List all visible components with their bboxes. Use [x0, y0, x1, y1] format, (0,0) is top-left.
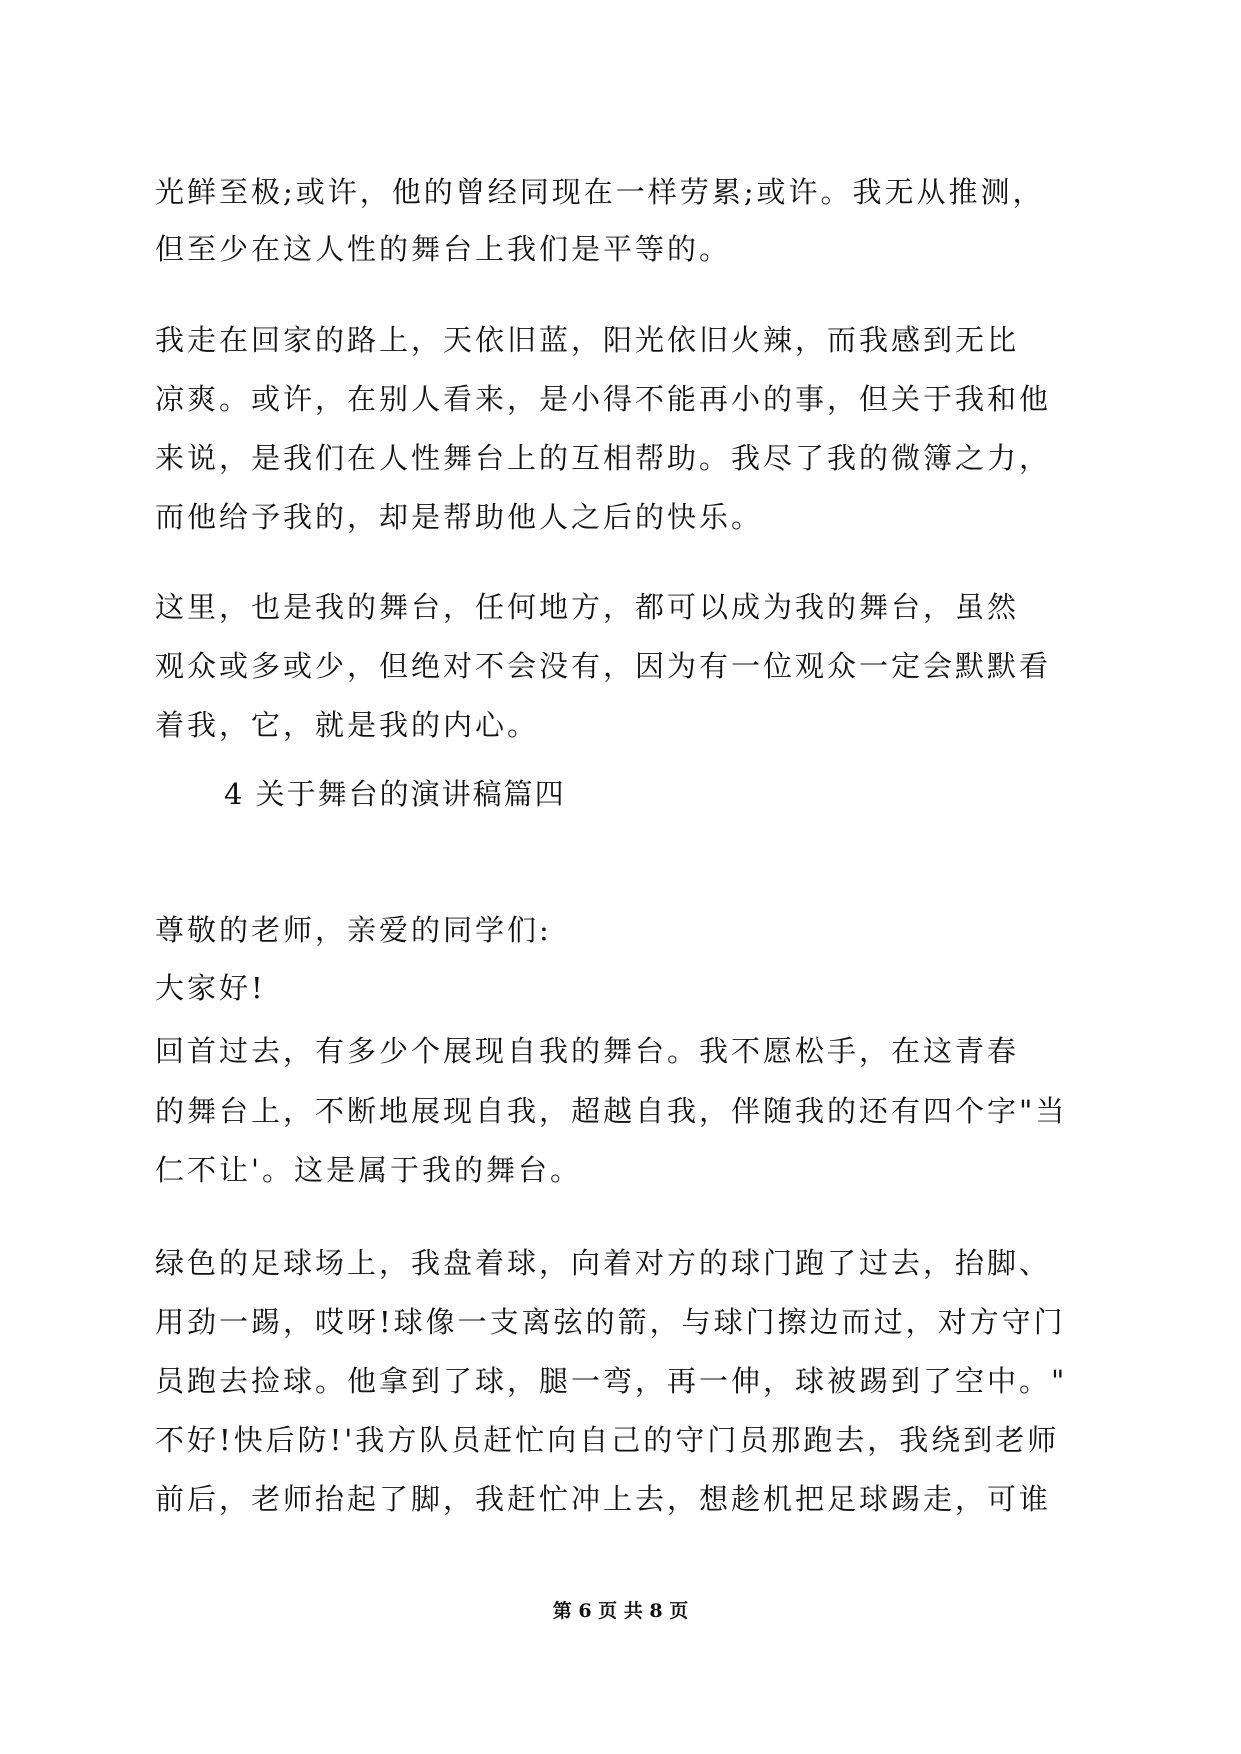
text-line: 的舞台上，不断地展现自我，超越自我，伴随我的还有四个字"当	[155, 1094, 1068, 1128]
text-line: 凉爽。或许，在别人看来，是小得不能再小的事，但关于我和他	[155, 382, 1052, 416]
text-line: 仁不让'。这是属于我的舞台。	[155, 1153, 582, 1187]
text-line: 绿色的足球场上，我盘着球，向着对方的球门跑了过去，抬脚、	[155, 1246, 1052, 1280]
page-footer: 第 6 页 共 8 页	[552, 1600, 689, 1622]
text-line: 用劲一踢，哎呀!球像一支离弦的箭，与球门擦边而过，对方守门	[155, 1305, 1066, 1339]
text-line: 观众或多或少，但绝对不会没有，因为有一位观众一定会默默看	[155, 649, 1052, 683]
text-line: 前后，老师抬起了脚，我赶忙冲上去，想趁机把足球踢走，可谁	[155, 1482, 1052, 1516]
text-line: 而他给予我的，却是帮助他人之后的快乐。	[155, 500, 764, 534]
text-line: 不好!快后防!'我方队员赶忙向自己的守门员那跑去，我绕到老师	[155, 1423, 1060, 1457]
text-line: 员跑去捡球。他拿到了球，腿一弯，再一伸，球被踢到了空中。"	[155, 1364, 1068, 1398]
text-line: 回首过去，有多少个展现自我的舞台。我不愿松手，在这青春	[155, 1034, 1020, 1068]
text-line: 尊敬的老师，亲爱的同学们:	[155, 913, 552, 947]
text-line: 光鲜至极;或许，他的曾经同现在一样劳累;或许。我无从推测，	[155, 175, 1045, 209]
text-line: 大家好!	[155, 971, 266, 1005]
text-line: 但至少在这人性的舞台上我们是平等的。	[155, 232, 732, 266]
text-line: 来说，是我们在人性舞台上的互相帮助。我尽了我的微簿之力，	[155, 441, 1052, 475]
section-heading: 4 关于舞台的演讲稿篇四	[224, 777, 566, 811]
text-line: 我走在回家的路上，天依旧蓝，阳光依旧火辣，而我感到无比	[155, 323, 1020, 357]
text-line: 着我，它，就是我的内心。	[155, 708, 540, 742]
text-line: 这里，也是我的舞台，任何地方，都可以成为我的舞台，虽然	[155, 590, 1020, 624]
